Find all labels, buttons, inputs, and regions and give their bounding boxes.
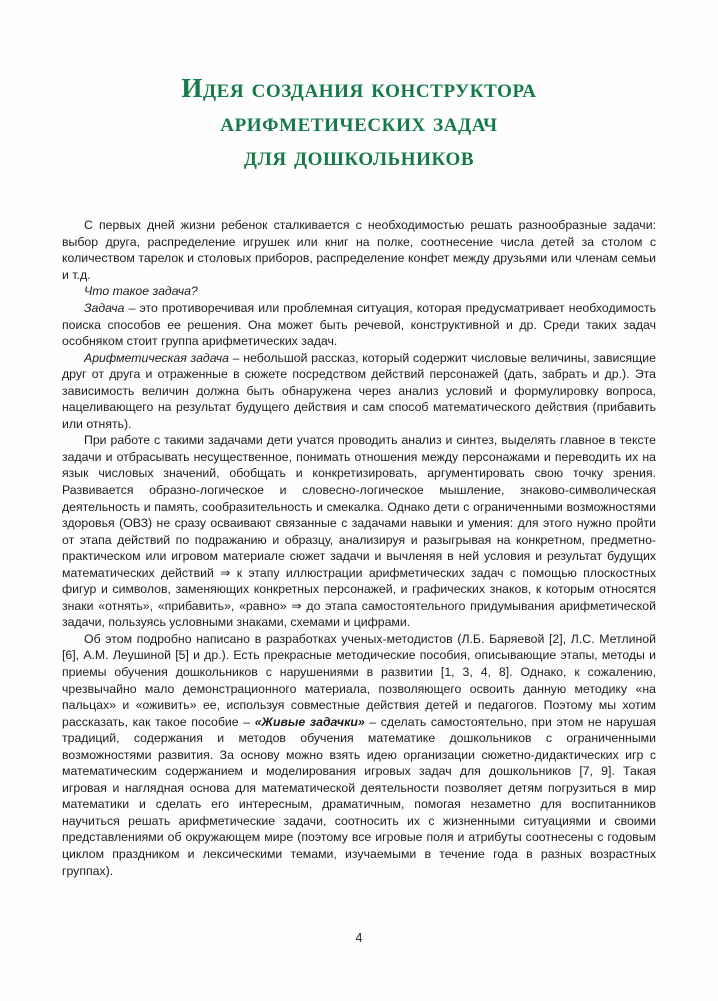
paragraph-intro-text: С первых дней жизни ребенок сталкивается с необходимостью решать разнообразные задачи: выбор друга, распределение игрушек или книг на полке, соотнесение числа детей за столом с количеством тарелок и столовых приборов, распределение конфет между друзьями или членам семьи и т.д. (62, 218, 656, 282)
paragraph-references-text-2: – сделать самостоятельно, при этом не нарушая традиций, содержания и методов обучения математике дошкольников с ограниченными возможностями развития. За основу можно взять идею организации сюжетно-дидактических игр с математическим содержанием и моделирования игровых задач для дошкольников [7, 9]. Такая игровая и наглядная основа для математической деятельности позволяет детям погрузиться в мир математики и сделать его интересным, драматичным, помогая незаметно для воспитанников научиться решать арифметические задачи, соотносить их с жизненными ситуациями и своими представлениями об окружающем мире (поэтому все игровые поля и атрибуты соотнесены с годовым циклом праздником и лексическими темами, изучаемыми в течение года в разных возрастных группах). (62, 714, 656, 878)
paragraph-skills-text-3: до этапа самостоятельного придумывания арифметической задачи, пользуясь условными знаками, схемами и цифрами. (62, 598, 656, 630)
paragraph-task-definition-text: – это противоречивая или проблемная ситуация, которая предусматривает необходимость поиска способов ее решения. Она может быть речевой, конструктивной и др. Среди таких задач особняком стоит группа арифметических задач. (62, 300, 656, 349)
inline-italic-term-arithmetic-task: Арифметическая задача (84, 350, 229, 365)
paragraph-skills-text-2: к этапу иллюстрации арифметических задач с помощью плоскостных фигур и символов, заменяющих конкретных персонажей, и графических знаков, к которым относятся знаки «отнять», «прибавить», «равно» (62, 565, 656, 613)
title-line-3: для дошкольников (243, 140, 475, 171)
double-arrow-icon-2: ⇒ (291, 598, 302, 613)
paragraph-references-text-1: Об этом подробно написано в разработках ученых-методистов (Л.Б. Баряевой [2], Л.С. Метлиной [6], А.М. Леушиной [5] и др.). Есть прекрасные методические пособия, описывающие этапы, методы и приемы обучения дошкольников с нарушениями в развитии [1, 3, 4, 8]. Однако, к сожалению, чрезвычайно мало демонстрационного материала, позволяющего освоить данную методику «на пальцах» и «оживить» ее, используя совместные действия детей и педагогов. Поэтому мы хотим рассказать, как такое пособие – (62, 631, 656, 729)
double-arrow-icon-1: ⇒ (220, 565, 231, 580)
inline-italic-question: Что такое задача? (84, 284, 198, 299)
title-line-1: Идея создания конструктора (181, 73, 537, 103)
paragraph-skills-text-1: При работе с такими задачами дети учатся проводить анализ и синтез, выделять главное в тексте задачи и отбрасывать несущественное, понимать отношения между персонажами и переводить их на язык числовых значений, обобщать и конкретизировать, аргументировать свою точку зрения. Развивается образно-логическое и словесно-логическое мышление, знаково-символическая деятельность и память, сообразительность и смекалка. Однако дети с ограниченными возможностями здоровья (ОВЗ) не сразу осваивают связанные с задачами навыки и умения: для этого нужно пройти от этапа действий по подражанию и образцу, анализируя и разыгрывая на конкретном, предметно-практическом или игровом материале сюжет задачи и вычленяя в ней условия и результат будущих математических действий (62, 433, 656, 580)
paragraph-skills (62, 432, 656, 631)
inline-bold-italic-zhivye-zadachki: «Живые задачки» (254, 714, 365, 729)
page-number: 4 (355, 931, 363, 945)
paragraph-references (62, 631, 656, 879)
paragraph-question (62, 283, 656, 300)
title-line-2: арифметических задач (220, 106, 498, 137)
inline-italic-term-zadacha: Задача (84, 300, 125, 315)
page-title (0, 0, 718, 173)
paragraph-intro (62, 217, 656, 283)
paragraph-arithmetic-definition-text: – небольшой рассказ, который содержит числовые величины, зависящие друг от друга и отраженные в сюжете посредством действий персонажей (дать, забрать и др.). Эта зависимость величин должна быть обнаружена через анализ условий и формулировку вопроса, нацеливающего на результат будущего действия и сам способ математического действия (прибавить или отнять). (62, 350, 656, 431)
body-text-column (0, 217, 718, 879)
paragraph-arithmetic-definition (62, 350, 656, 433)
paragraph-task-definition (62, 300, 656, 350)
